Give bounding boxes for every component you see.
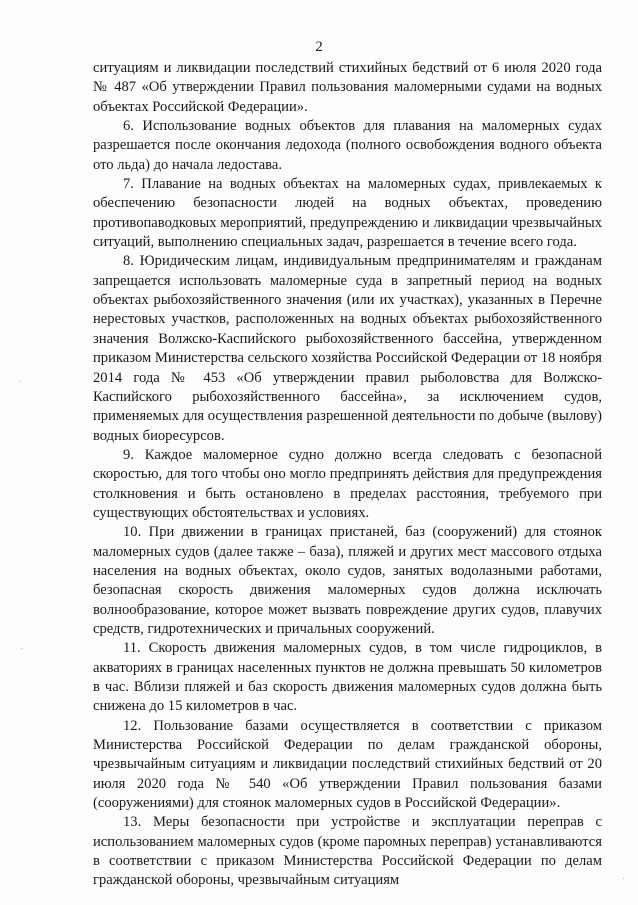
paragraph-11: 11. Скорость движения маломерных судов, в том числе гидроциклов, в акваториях в границах населенных пунктов не должна превышать 50 километров в час. Вблизи пляжей и баз скорость движения маломерных судов должна быть снижена до 15 километров в час. xyxy=(93,640,602,715)
paragraph-7: 7. Плавание на водных объектах на маломерных судах, привлекаемых к обеспечению безопасности людей на водных объектах, проведению противопаводковых мероприятий, предупреждению и ликвидации чрезвычайных ситуаций, выполнению специальных задач, разрешается в течение всего года. xyxy=(93,176,602,251)
paragraph-13: 13. Меры безопасности при устройстве и эксплуатации переправ с использованием маломерных судов (кроме паромных переправ) устанавливаются в соответствии с приказом Министерства Российской Федерации по делам гражданской обороны, чрезвычайным ситуациям xyxy=(93,814,602,889)
page-number: 2 xyxy=(315,39,323,55)
paragraph-6: 6. Использование водных объектов для плавания на маломерных судах разрешается после окончания ледохода (полного освобождения водного объекта ото льда) до начала ледостава. xyxy=(93,118,602,173)
scan-dust-mark: · xyxy=(622,874,626,885)
paragraph-12: 12. Пользование базами осуществляется в соответствии с приказом Министерства Российской Федерации по делам гражданской обороны, чрезвычайным ситуациям и ликвидации последствий стихийных бедствий от 20 июля 2020 года № 540 «Об утверждении Правил пользования базами (сооружениями) для стоянок маломерных судов в Российской Федерации». xyxy=(93,717,602,812)
paragraph-9: 9. Каждое маломерное судно должно всегда следовать с безопасной скоростью, для того чтобы оно могло предпринять действия для предупреждения столкновения и быть остановлено в пределах расстояния, требуемого при существующих обстоятельствах и условиях. xyxy=(93,446,602,521)
paragraph-8: 8. Юридическим лицам, индивидуальным предпринимателям и гражданам запрещается использовать маломерные суда в запретный период на водных объектах рыбохозяйственного значения (или их участках), указанных в Перечне нерестовых участков, расположенных на водных объектах рыбохозяйственного значения Волжско-Каспийского рыбохозяйственного бассейна, утвержденном приказом Министерства сельского хозяйства Российской Федерации от 18 ноября 2014 года № 453 «Об утверждении правил рыболовства для Волжско-Каспийского рыбохозяйственного бассейна», за исключением судов, применяемых для осуществления разрешенной деятельности по добыче (вылову) водных биоресурсов. xyxy=(93,253,602,444)
scan-dust-mark: · xyxy=(18,377,22,388)
document-body xyxy=(93,59,602,891)
paragraph-continuation: ситуациям и ликвидации последствий стихийных бедствий от 6 июля 2020 года № 487 «Об утверждении Правил пользования маломерными судами на водных объектах Российской Федерации». xyxy=(93,60,602,115)
paragraph-10: 10. При движении в границах пристаней, баз (сооружений) для стоянок маломерных судов (далее также – база), пляжей и других мест массового отдыха населения на водных объектах, около судов, занятых водолазными работами, безопасная скорость движения маломерных судов должна исключать волнообразование, которое может вызвать повреждение других судов, плавучих средств, гидротехнических и причальных сооружений. xyxy=(93,524,602,637)
scan-dust-mark: · xyxy=(20,644,24,655)
